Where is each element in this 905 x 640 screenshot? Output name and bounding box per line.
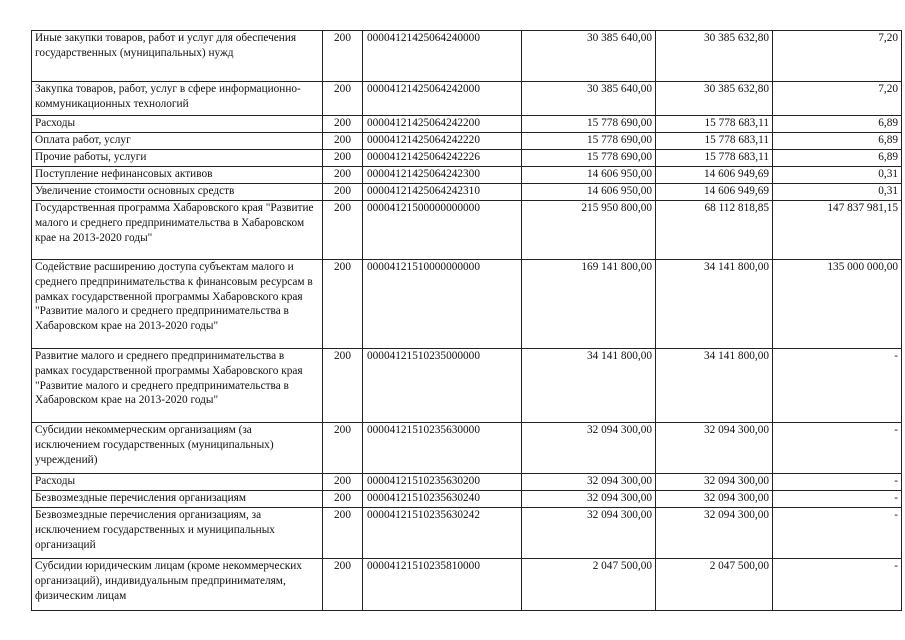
table-row bbox=[32, 349, 902, 423]
table-row bbox=[32, 116, 902, 133]
table-row bbox=[32, 31, 902, 82]
row-rest-cell: - bbox=[773, 423, 902, 474]
row-name-cell: Расходы bbox=[32, 116, 323, 133]
row-name-cell: Прочие работы, услуги bbox=[32, 150, 323, 167]
table-row bbox=[32, 133, 902, 150]
row-plan-cell: 14 606 950,00 bbox=[522, 167, 656, 184]
row-plan-cell: 15 778 690,00 bbox=[522, 116, 656, 133]
row-kbk-cell: 00004121510235630200 bbox=[363, 474, 522, 491]
row-fact-cell: 32 094 300,00 bbox=[656, 474, 773, 491]
row-rest-cell: 135 000 000,00 bbox=[773, 260, 902, 349]
row-rest-cell: 6,89 bbox=[773, 150, 902, 167]
row-code-cell: 200 bbox=[323, 491, 363, 508]
row-code-cell: 200 bbox=[323, 260, 363, 349]
row-kbk-cell: 00004121510235000000 bbox=[363, 349, 522, 423]
row-kbk-cell: 00004121425064242220 bbox=[363, 133, 522, 150]
row-name-cell: Содействие расширению доступа субъектам малого и среднего предпринимательства к финансовым ресурсам в рамках государственной программы Хабаровского края "Развитие малого и среднего предпринимательства в Хабаровском крае на 2013-2020 годы" bbox=[32, 260, 323, 349]
row-fact-cell: 34 141 800,00 bbox=[656, 349, 773, 423]
row-rest-cell: 6,89 bbox=[773, 133, 902, 150]
row-kbk-cell: 00004121510235630240 bbox=[363, 491, 522, 508]
row-rest-cell: - bbox=[773, 508, 902, 559]
row-kbk-cell: 00004121425064242300 bbox=[363, 167, 522, 184]
table-row bbox=[32, 150, 902, 167]
row-rest-cell: - bbox=[773, 491, 902, 508]
row-fact-cell: 32 094 300,00 bbox=[656, 508, 773, 559]
table-row bbox=[32, 184, 902, 201]
row-kbk-cell: 00004121510000000000 bbox=[363, 260, 522, 349]
row-rest-cell: 7,20 bbox=[773, 31, 902, 82]
row-code-cell: 200 bbox=[323, 423, 363, 474]
row-fact-cell: 15 778 683,11 bbox=[656, 133, 773, 150]
table-row bbox=[32, 508, 902, 559]
row-code-cell: 200 bbox=[323, 508, 363, 559]
row-code-cell: 200 bbox=[323, 31, 363, 82]
row-code-cell: 200 bbox=[323, 82, 363, 116]
table-row bbox=[32, 82, 902, 116]
table-body bbox=[32, 31, 902, 611]
row-plan-cell: 169 141 800,00 bbox=[522, 260, 656, 349]
row-fact-cell: 32 094 300,00 bbox=[656, 491, 773, 508]
row-name-cell: Государственная программа Хабаровского края "Развитие малого и среднего предпринимательства в Хабаровском крае на 2013-2020 годы" bbox=[32, 201, 323, 260]
row-plan-cell: 32 094 300,00 bbox=[522, 474, 656, 491]
row-code-cell: 200 bbox=[323, 474, 363, 491]
row-code-cell: 200 bbox=[323, 559, 363, 611]
row-plan-cell: 2 047 500,00 bbox=[522, 559, 656, 611]
row-name-cell: Безвозмездные перечисления организациям bbox=[32, 491, 323, 508]
budget-table bbox=[31, 30, 902, 611]
row-plan-cell: 32 094 300,00 bbox=[522, 491, 656, 508]
row-code-cell: 200 bbox=[323, 349, 363, 423]
row-code-cell: 200 bbox=[323, 184, 363, 201]
row-plan-cell: 30 385 640,00 bbox=[522, 82, 656, 116]
row-fact-cell: 30 385 632,80 bbox=[656, 82, 773, 116]
table-row bbox=[32, 559, 902, 611]
row-kbk-cell: 00004121510235630242 bbox=[363, 508, 522, 559]
row-rest-cell: - bbox=[773, 474, 902, 491]
row-rest-cell: 7,20 bbox=[773, 82, 902, 116]
table-row bbox=[32, 167, 902, 184]
table-row bbox=[32, 491, 902, 508]
table-row bbox=[32, 423, 902, 474]
row-kbk-cell: 00004121425064240000 bbox=[363, 31, 522, 82]
row-fact-cell: 68 112 818,85 bbox=[656, 201, 773, 260]
row-fact-cell: 2 047 500,00 bbox=[656, 559, 773, 611]
row-name-cell: Развитие малого и среднего предпринимательства в рамках государственной программы Хабаровского края "Развитие малого и среднего предпринимательства в Хабаровском крае на 2013-2020 годы" bbox=[32, 349, 323, 423]
row-plan-cell: 215 950 800,00 bbox=[522, 201, 656, 260]
row-name-cell: Безвозмездные перечисления организациям, за исключением государственных и муниципальных организаций bbox=[32, 508, 323, 559]
table-row bbox=[32, 474, 902, 491]
row-plan-cell: 30 385 640,00 bbox=[522, 31, 656, 82]
row-kbk-cell: 00004121425064242226 bbox=[363, 150, 522, 167]
row-plan-cell: 32 094 300,00 bbox=[522, 508, 656, 559]
row-fact-cell: 15 778 683,11 bbox=[656, 150, 773, 167]
row-plan-cell: 15 778 690,00 bbox=[522, 150, 656, 167]
row-plan-cell: 15 778 690,00 bbox=[522, 133, 656, 150]
row-fact-cell: 32 094 300,00 bbox=[656, 423, 773, 474]
row-name-cell: Закупка товаров, работ, услуг в сфере информационно-коммуникационных технологий bbox=[32, 82, 323, 116]
row-fact-cell: 34 141 800,00 bbox=[656, 260, 773, 349]
row-name-cell: Субсидии юридическим лицам (кроме некоммерческих организаций), индивидуальным предпринимателям, физическим лицам bbox=[32, 559, 323, 611]
row-plan-cell: 14 606 950,00 bbox=[522, 184, 656, 201]
row-kbk-cell: 00004121425064242200 bbox=[363, 116, 522, 133]
row-plan-cell: 34 141 800,00 bbox=[522, 349, 656, 423]
row-fact-cell: 14 606 949,69 bbox=[656, 184, 773, 201]
row-rest-cell: 6,89 bbox=[773, 116, 902, 133]
row-kbk-cell: 00004121425064242000 bbox=[363, 82, 522, 116]
row-code-cell: 200 bbox=[323, 150, 363, 167]
row-fact-cell: 14 606 949,69 bbox=[656, 167, 773, 184]
table-row bbox=[32, 201, 902, 260]
row-plan-cell: 32 094 300,00 bbox=[522, 423, 656, 474]
row-kbk-cell: 00004121510235630000 bbox=[363, 423, 522, 474]
row-fact-cell: 15 778 683,11 bbox=[656, 116, 773, 133]
row-name-cell: Иные закупки товаров, работ и услуг для обеспечения государственных (муниципальных) нужд bbox=[32, 31, 323, 82]
row-name-cell: Увеличение стоимости основных средств bbox=[32, 184, 323, 201]
row-rest-cell: 147 837 981,15 bbox=[773, 201, 902, 260]
row-code-cell: 200 bbox=[323, 116, 363, 133]
row-fact-cell: 30 385 632,80 bbox=[656, 31, 773, 82]
row-name-cell: Поступление нефинансовых активов bbox=[32, 167, 323, 184]
row-rest-cell: - bbox=[773, 349, 902, 423]
row-name-cell: Расходы bbox=[32, 474, 323, 491]
row-code-cell: 200 bbox=[323, 133, 363, 150]
row-kbk-cell: 00004121500000000000 bbox=[363, 201, 522, 260]
row-kbk-cell: 00004121510235810000 bbox=[363, 559, 522, 611]
row-code-cell: 200 bbox=[323, 201, 363, 260]
row-name-cell: Оплата работ, услуг bbox=[32, 133, 323, 150]
row-rest-cell: - bbox=[773, 559, 902, 611]
row-rest-cell: 0,31 bbox=[773, 167, 902, 184]
row-code-cell: 200 bbox=[323, 167, 363, 184]
row-name-cell: Субсидии некоммерческим организациям (за исключением государственных (муниципальных) учреждений) bbox=[32, 423, 323, 474]
row-kbk-cell: 00004121425064242310 bbox=[363, 184, 522, 201]
row-rest-cell: 0,31 bbox=[773, 184, 902, 201]
table-row bbox=[32, 260, 902, 349]
